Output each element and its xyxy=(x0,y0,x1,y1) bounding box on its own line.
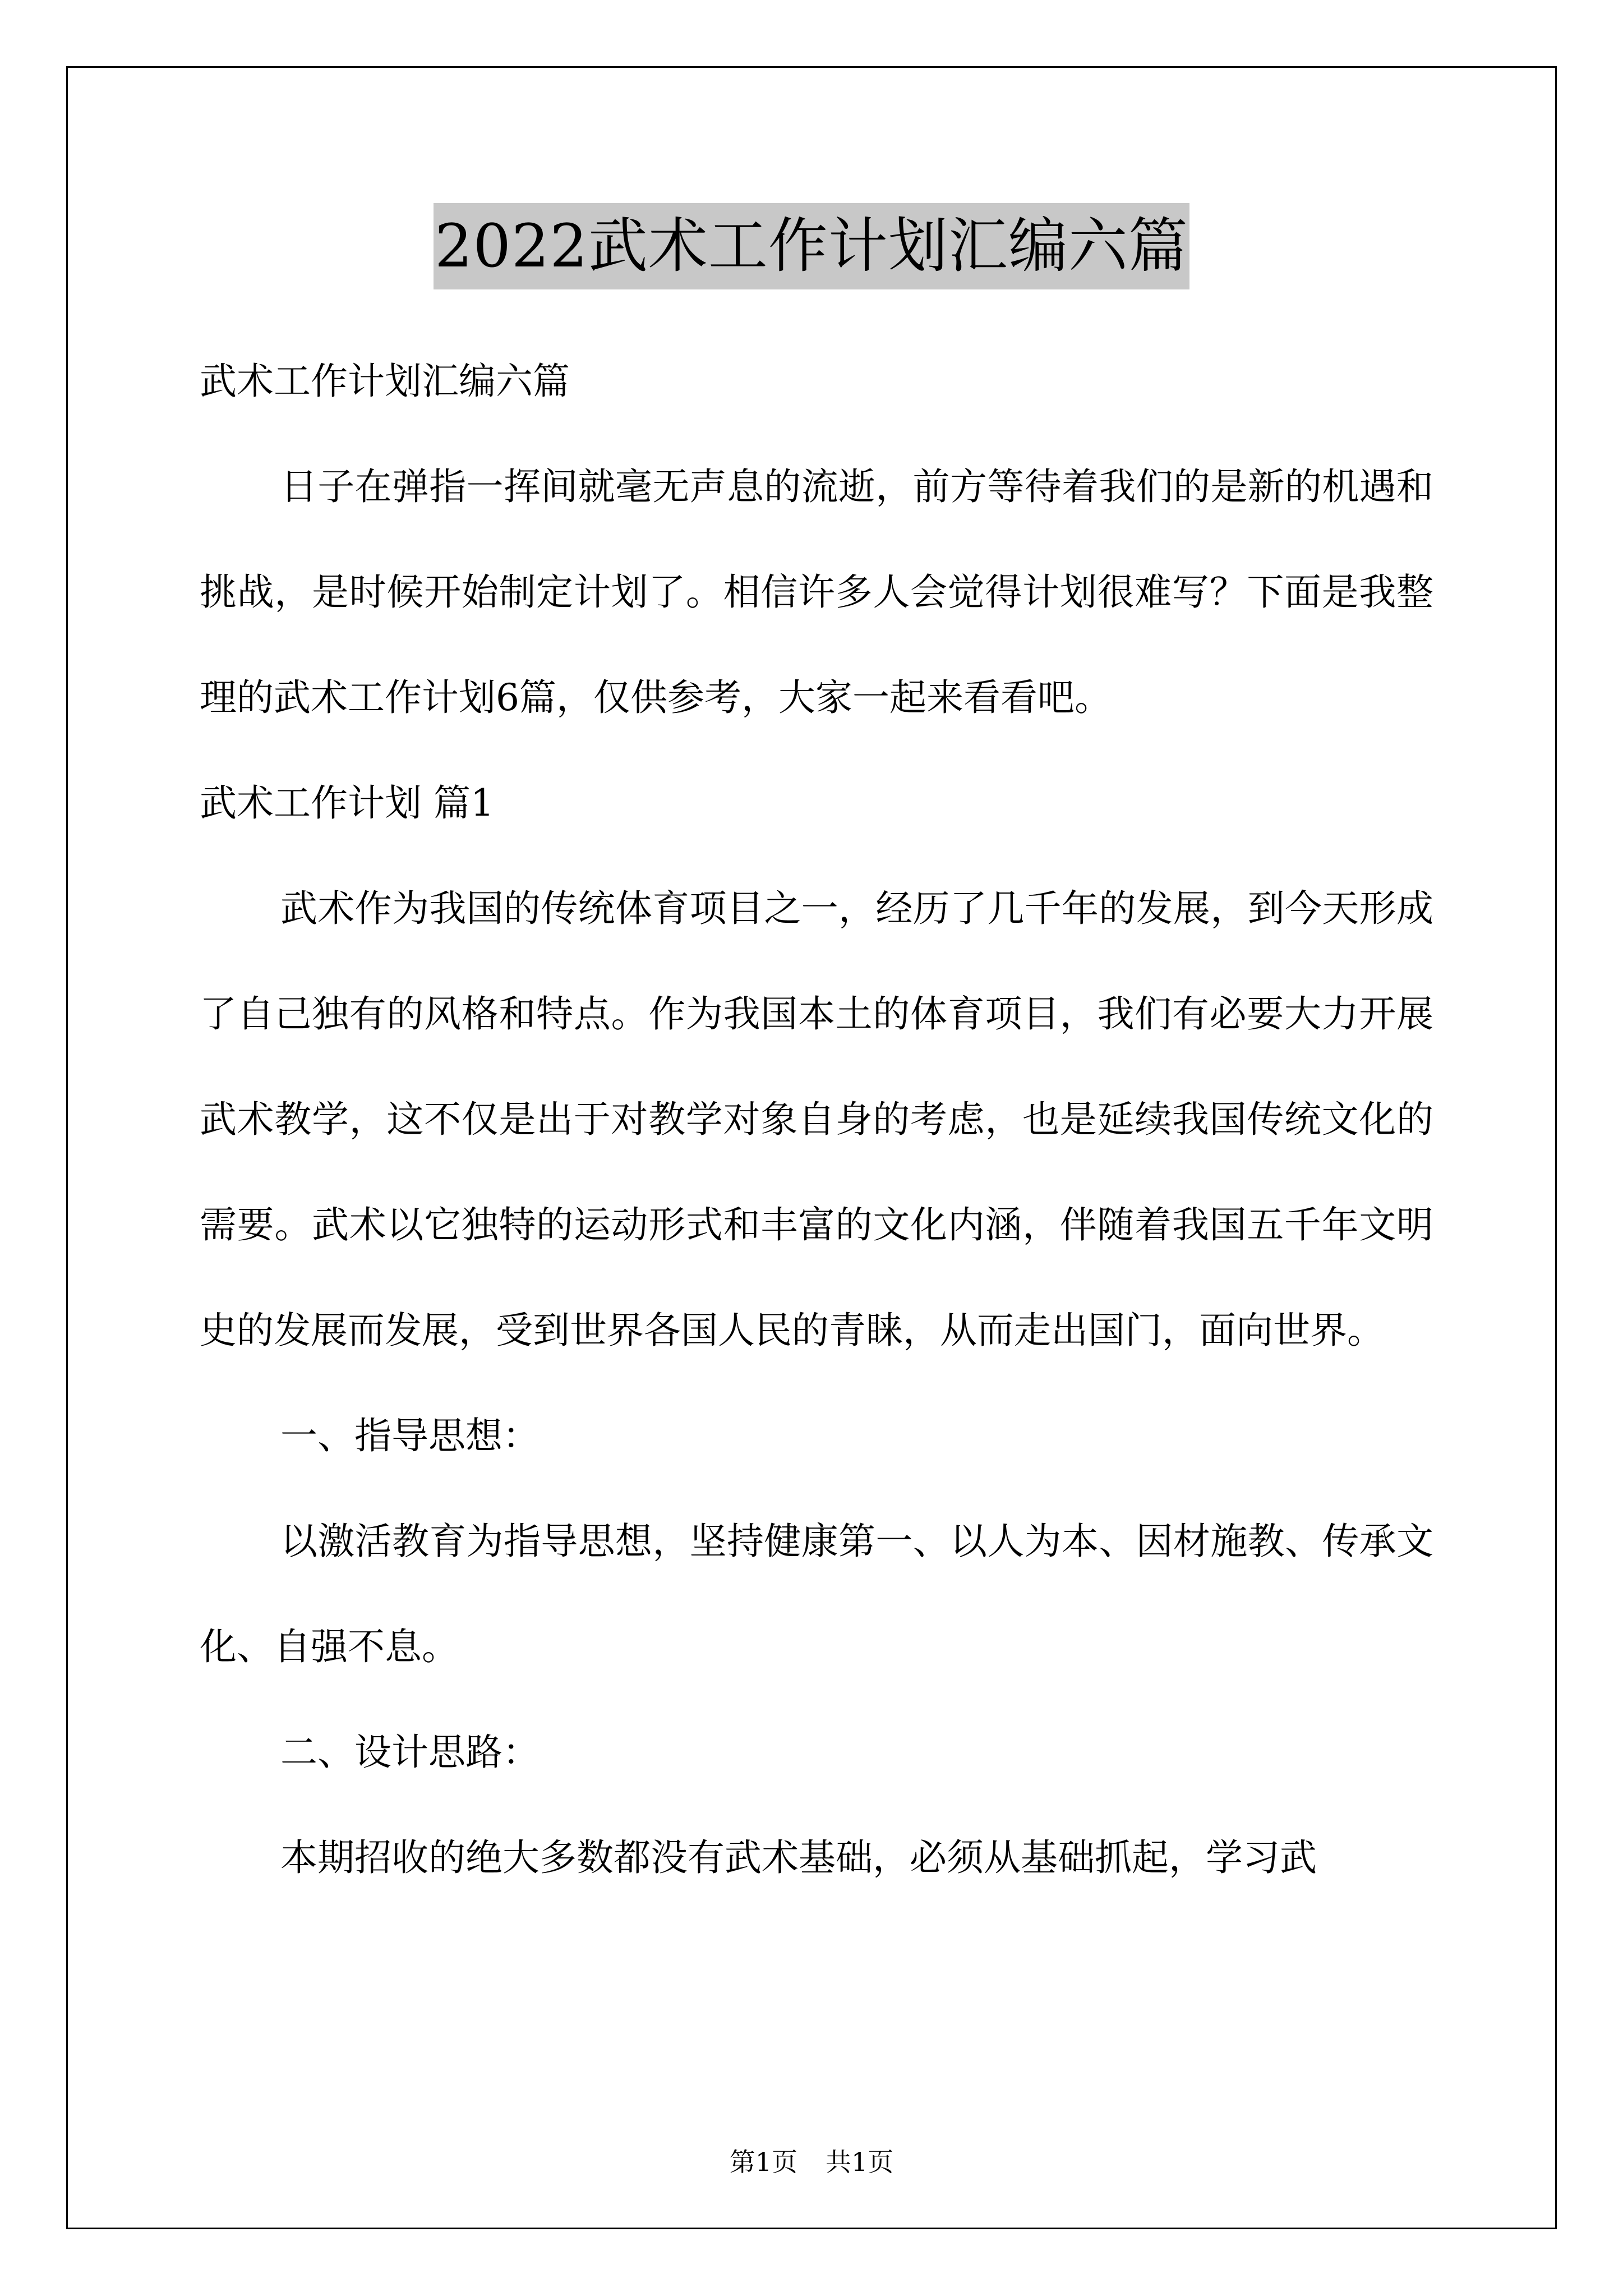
subheading: 二、设计思路： xyxy=(280,1731,540,1774)
paragraph: 武术作为我国的传统体育项目之一，经历了几千年的发展，到今天形成了自己独有的风格和特点。作为我国本土的体育项目，我们有必要大力开展武术教学，这不仅是出于对教学对象自身的考虑，也是延续我国传统文化的需要。武术以它独特的运动形式和丰富的文化内涵，伴随着我国五千年文明史的发展而发展，受到世界各国人民的青睐，从而走出国门，面向世界。 xyxy=(200,887,1433,1352)
subheading: 一、指导思想： xyxy=(280,1414,540,1457)
paragraph: 本期招收的绝大多数都没有武术基础，必须从基础抓起，学习武 xyxy=(280,1836,1317,1879)
paragraph: 日子在弹指一挥间就毫无声息的流逝，前方等待着我们的是新的机遇和挑战，是时候开始制定计划了。相信许多人会觉得计划很难写？下面是我整理的武术工作计划6篇，仅供参考，大家一起来看看吧。 xyxy=(200,465,1433,719)
title-container xyxy=(0,203,1623,289)
section-heading: 武术工作计划 篇1 xyxy=(200,781,494,825)
page-number-total: 共1页 xyxy=(826,2147,894,2177)
document-body xyxy=(200,329,1433,1911)
page-number-current: 第1页 xyxy=(729,2147,797,2177)
document-title: 2022武术工作计划汇编六篇 xyxy=(434,203,1189,289)
paragraph: 以激活教育为指导思想，坚持健康第一、以人为本、因材施教、传承文化、自强不息。 xyxy=(200,1520,1433,1668)
paragraph: 武术工作计划汇编六篇 xyxy=(200,360,570,403)
page-footer xyxy=(0,2144,1623,2180)
